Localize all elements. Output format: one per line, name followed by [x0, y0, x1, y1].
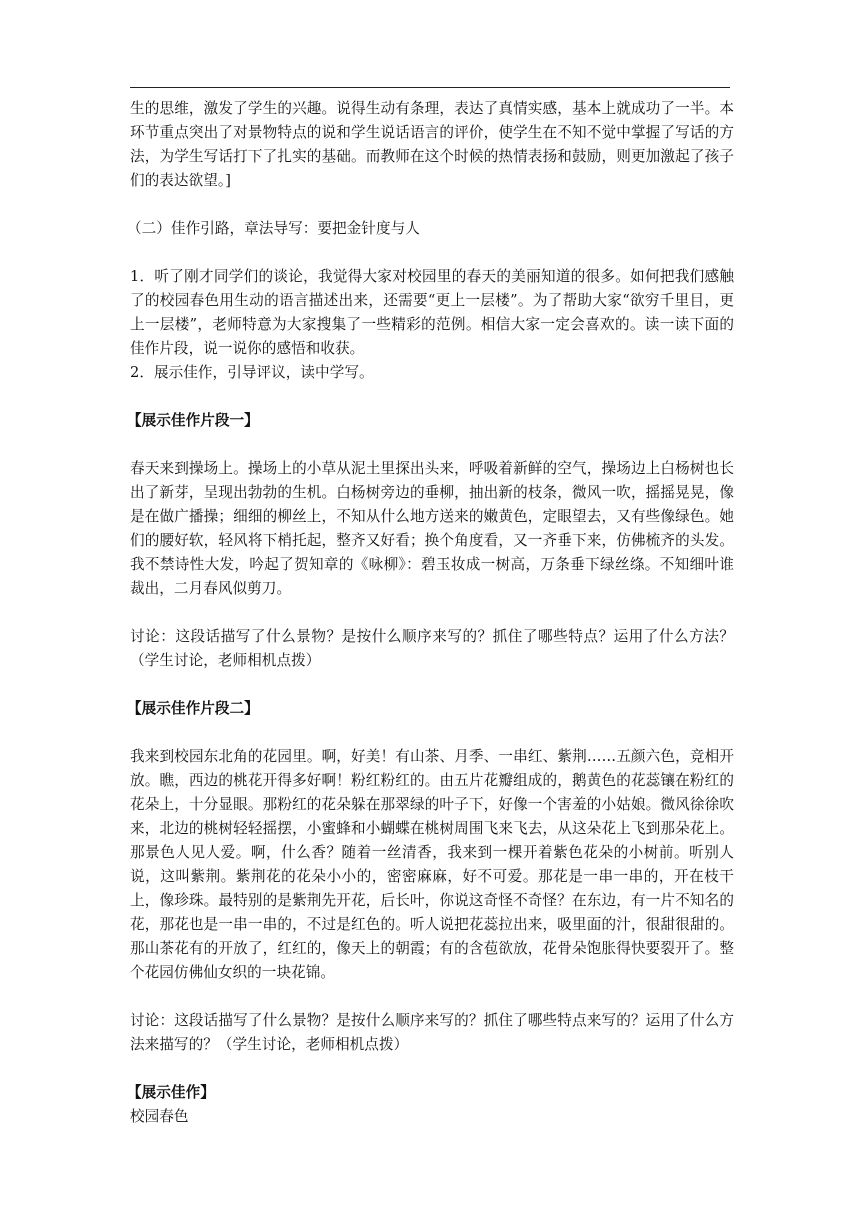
paragraph-commentary-end: 生的思维，激发了学生的兴趣。说得生动有条理，表达了真情实感，基本上就成功了一半。本环节重点突出了对景物特点的说和学生说话语言的评价，使学生在不知不觉中掌握了写话的方法，为学生写话打下了扎实的基础。而教师在这个时候的热情表扬和鼓励，则更加激起了孩子们的表达欲望。] [130, 100, 734, 189]
blank-line [130, 985, 734, 1009]
blank-line [130, 241, 734, 265]
header-rule [130, 87, 730, 88]
document-body [127, 97, 734, 1129]
excerpt-heading-1: 【展示佳作片段一】 [127, 412, 259, 429]
showcase-heading: 【展示佳作】 [127, 1084, 215, 1101]
discussion-2: 讨论：这段话描写了什么景物？是按什么顺序来写的？抓住了哪些特点来写的？运用了什么方法来描写的？（学生讨论，老师相机点拨） [130, 1012, 734, 1053]
blank-line [130, 433, 734, 457]
paragraph-step-1: 1．听了刚才同学们的谈论，我觉得大家对校园里的春天的美丽知道的很多。如何把我们感触了的校园春色用生动的语言描述出来，还需要“更上一层楼”。为了帮助大家“欲穷千里目，更上一层楼”，老师特意为大家搜集了一些精彩的范例。相信大家一定会喜欢的。读一读下面的佳作片段，说一说你的感悟和收获。 [130, 268, 734, 357]
blank-line [130, 721, 734, 745]
blank-line [130, 385, 734, 409]
section-heading-model-writing: （二）佳作引路，章法导写：要把金针度与人 [127, 220, 420, 237]
excerpt-heading-2: 【展示佳作片段二】 [127, 700, 259, 717]
blank-line [130, 193, 734, 217]
excerpt-2-text: 我来到校园东北角的花园里。啊，好美！有山茶、月季、一串红、紫荆……五颜六色，竞相开放。瞧，西边的桃花开得多好啊！粉红粉红的。由五片花瓣组成的，鹅黄色的花蕊镶在粉红的花朵上，十分显眼。那粉红的花朵躲在那翠绿的叶子下，好像一个害羞的小姑娘。微风徐徐吹来，北边的桃树轻轻摇摆，小蜜蜂和小蝴蝶在桃树周围飞来飞去，从这朵花上飞到那朵花上。那景色人见人爱。啊，什么香？随着一丝清香，我来到一棵开着紫色花朵的小树前。听别人说，这叫紫荆。紫荆花的花朵小小的，密密麻麻，好不可爱。那花是一串一串的，开在枝干上，像珍珠。最特别的是紫荆先开花，后长叶，你说这奇怪不奇怪？在东边，有一片不知名的花，那花也是一串一串的，不过是红色的。听人说把花蕊拉出来，吸里面的汁，很甜很甜的。那山茶花有的开放了，红红的，像天上的朝霞；有的含苞欲放，花骨朵饱胀得快要裂开了。整个花园仿佛仙女织的一块花锦。 [130, 748, 734, 981]
showcase-title: 校园春色 [130, 1108, 189, 1125]
blank-line [130, 673, 734, 697]
paragraph-step-2: 2．展示佳作，引导评议，读中学写。 [130, 364, 374, 381]
blank-line [130, 601, 734, 625]
blank-line [130, 1057, 734, 1081]
discussion-1: 讨论：这段话描写了什么景物？是按什么顺序来写的？抓住了哪些特点？运用了什么方法？（学生讨论，老师相机点拨） [130, 628, 734, 669]
excerpt-1-text: 春天来到操场上。操场上的小草从泥土里探出头来，呼吸着新鲜的空气，操场边上白杨树也长出了新芽，呈现出勃勃的生机。白杨树旁边的垂柳，抽出新的枝条，微风一吹，摇摇晃晃，像是在做广播操；细细的柳丝上，不知从什么地方送来的嫩黄色，定眼望去，又有些像绿色。她们的腰好软，轻风将下梢托起，整齐又好看；换个角度看，又一齐垂下来，仿佛梳齐的头发。我不禁诗性大发，吟起了贺知章的《咏柳》：碧玉妆成一树高，万条垂下绿丝绦。不知细叶谁裁出，二月春风似剪刀。 [130, 460, 734, 597]
